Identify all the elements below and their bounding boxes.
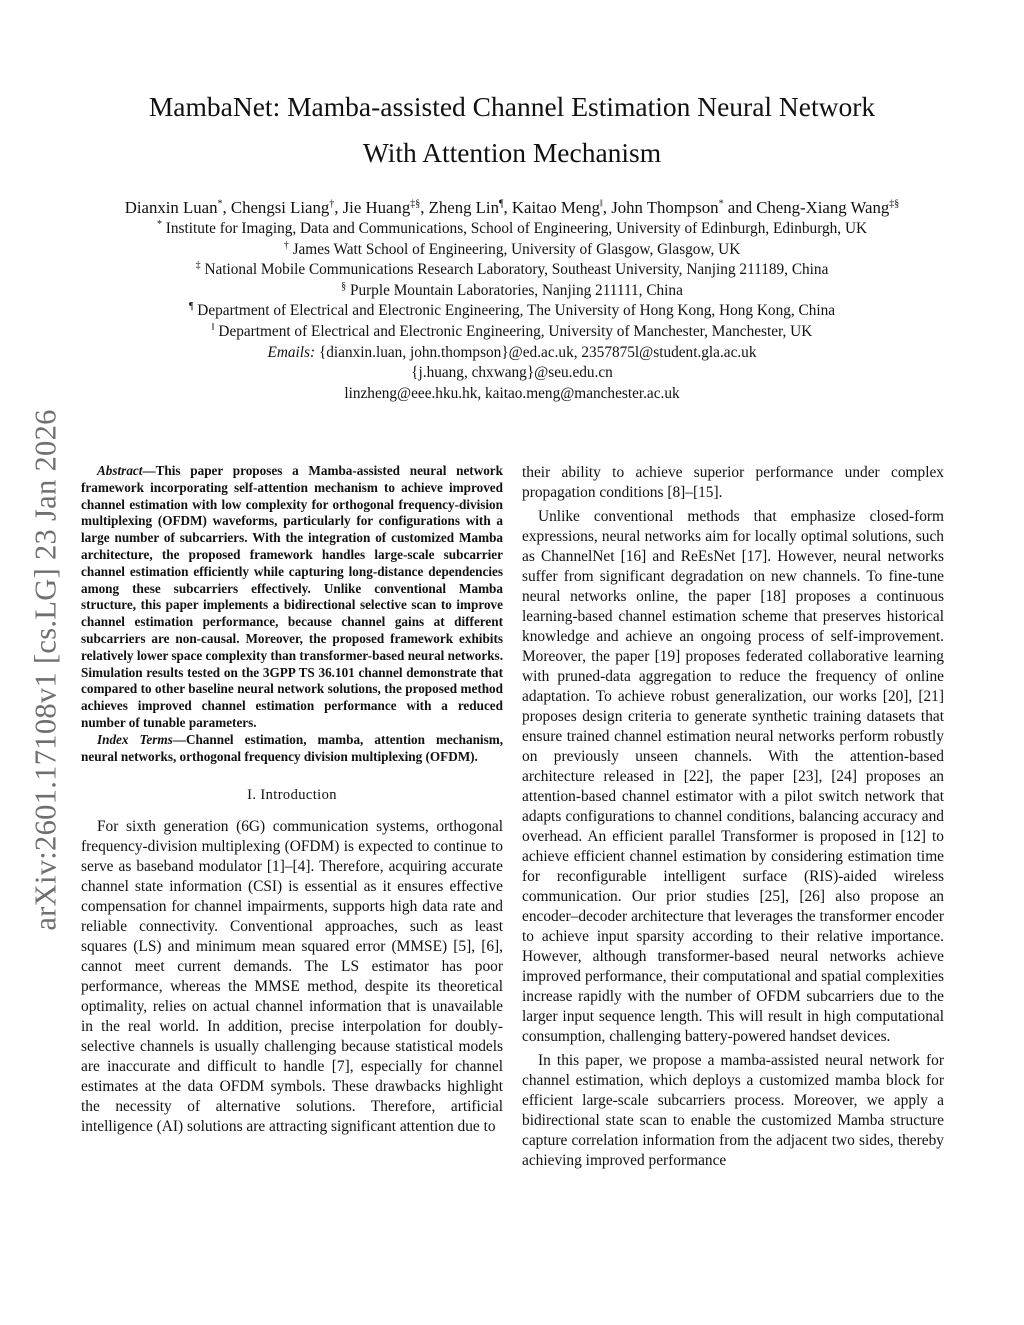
arxiv-identifier: arXiv:2601.17108v1 [cs.LG] 23 Jan 2026 [28, 409, 63, 931]
abstract: Abstract—This paper proposes a Mamba-assisted neural network framework incorporating self-attention mechanism to achieve improved channel estimation with low complexity for orthogonal frequency-division multiplexing (OFDM) waveforms, particularly for configurations with a large number of subcarriers. With the integration of customized Mamba architecture, the proposed framework handles large-scale subcarrier channel estimation efficiently while capturing long-distance dependencies among these subcarriers effectively. Unlike conventional Mamba structure, this paper implements a bidirectional selective scan to improve channel estimation performance, because channel gains at different subcarriers are non-causal. Moreover, the proposed framework exhibits relatively lower space complexity than transformer-based neural networks. Simulation results tested on the 3GPP TS 36.101 channel demonstrate that compared to other baseline neural network solutions, the proposed method achieves improved channel estimation performance with a reduced number of tunable parameters. [81, 463, 503, 730]
affiliation: ‖ Department of Electrical and Electronic Engineering, University of Manchester, Manchester, UK [211, 321, 813, 340]
email-line: linzheng@eee.hku.hk, kaitao.meng@manchester.ac.uk [344, 384, 680, 402]
email-line: Emails: {dianxin.luan, john.thompson}@ed.ac.uk, 2357875l@student.gla.ac.uk [267, 343, 757, 361]
author: Jie Huang‡§, [342, 198, 429, 217]
author: Zheng Lin¶, [428, 198, 512, 217]
intro-paragraph-continued: their ability to achieve superior performance under complex propagation conditions [8]–[15]. [522, 464, 944, 501]
author: Cheng-Xiang Wang‡§ [756, 198, 900, 217]
author: Chengsi Liang†, [230, 198, 343, 217]
author: John Thompson* and [611, 198, 757, 217]
emails-label: Emails: [267, 343, 316, 361]
intro-paragraph: For sixth generation (6G) communication systems, orthogonal frequency-division multiplexing (OFDM) is expected to continue to serve as baseband modulator [1]–[4]. Therefore, acquiring accurate channel state information (CSI) is essential as it ensures effective compensation for channel impairments, supports high data rate and reliable connectivity. Conventional approaches, such as least squares (LS) and minimum mean squared error (MMSE) [5], [6], cannot meet current demands. The LS estimator has poor performance, whereas the MMSE method, despite its theoretical optimality, relies on actual channel information that is unavailable in the real world. In addition, precise interpolation for doubly-selective channels is usually challenging because statistical models are inaccurate and difficult to handle [7], especially for channel estimates at the data OFDM symbols. These drawbacks highlight the necessity of alternative solutions. Therefore, artificial intelligence (AI) solutions are attracting significant attention due to [81, 818, 503, 1136]
affiliation: * Institute for Imaging, Data and Communications, School of Engineering, University of Edinburgh, Edinburgh, UK [156, 218, 868, 237]
author: Kaitao Meng‖, [511, 198, 612, 217]
title-line-1: MambaNet: Mamba-assisted Channel Estimation Neural Network [148, 91, 876, 122]
affiliation: † James Watt School of Engineering, University of Glasgow, Glasgow, UK [283, 239, 741, 258]
left-column [81, 463, 503, 1137]
intro-paragraph: Unlike conventional methods that emphasize closed-form expressions, neural networks aim for locally optimal solutions, such as ChannelNet [16] and ReEsNet [17]. However, neural networks suffer from significant degradation on new channels. To fine-tune neural networks online, the paper [18] proposes a continuous learning-based channel estimation scheme that preserves historical knowledge and achieve an ongoing process of self-improvement. Moreover, the paper [19] proposes federated collaborative learning with pruned-data aggregation to reduce the frequency of online adaptation. To achieve robust generalization, our works [20], [21] proposes design criteria to generate synthetic training datasets that ensure trained channel estimation neural networks perform robustly on previously unseen channels. With the attention-based architecture released in [22], the paper [23], [24] proposes an attention-based channel estimator with a pilot switch network that adapts configurations to channel conditions, balancing accuracy and overhead. An efficient parallel Transformer is proposed in [12] to achieve efficient channel estimation by considering estimation time for reconfigurable intelligent surface (RIS)-aided wireless communication. Our prior studies [25], [26] also propose an encoder–decoder architecture that leverages the transformer encoder to achieve input sparsity according to their relative importance. However, although transformer-based neural networks achieve improved performance, their computational and spatial complexities increase rapidly with the number of OFDM subcarriers due to the larger input sequence length. This will result in high computational consumption, challenging battery-powered handset devices. [522, 508, 944, 1045]
author: Dianxin Luan*, [124, 198, 231, 217]
affiliation: § Purple Mountain Laboratories, Nanjing 211111, China [341, 280, 683, 299]
affiliation: ¶ Department of Electrical and Electronic Engineering, The University of Hong Kong, Hong Kong, China [188, 301, 836, 320]
index-terms: Index Terms—Channel estimation, mamba, attention mechanism, neural networks, orthogonal frequency division multiplexing (OFDM). [81, 731, 503, 764]
email-line: {j.huang, chxwang}@seu.edu.cn [411, 364, 613, 382]
paper-header [80, 84, 944, 404]
section-heading-introduction: I. Introduction [247, 787, 337, 804]
author-list [80, 197, 944, 219]
paper-title [80, 84, 944, 176]
index-terms-label: Index Terms [97, 731, 173, 747]
affiliation: ‡ National Mobile Communications Research Laboratory, Southeast University, Nanjing 211189, China [195, 260, 829, 279]
title-line-2: With Attention Mechanism [362, 137, 662, 168]
intro-paragraph: In this paper, we propose a mamba-assisted neural network for channel estimation, which deploys a customized mamba block for efficient large-scale subcarriers process. Moreover, we apply a bidirectional state scan to enable the customized Mamba structure capture correlation information from the adjacent two sides, thereby achieving improved performance [522, 1052, 944, 1169]
affiliation-list [80, 219, 944, 404]
abstract-label: Abstract [97, 463, 143, 478]
right-column [522, 463, 944, 1171]
